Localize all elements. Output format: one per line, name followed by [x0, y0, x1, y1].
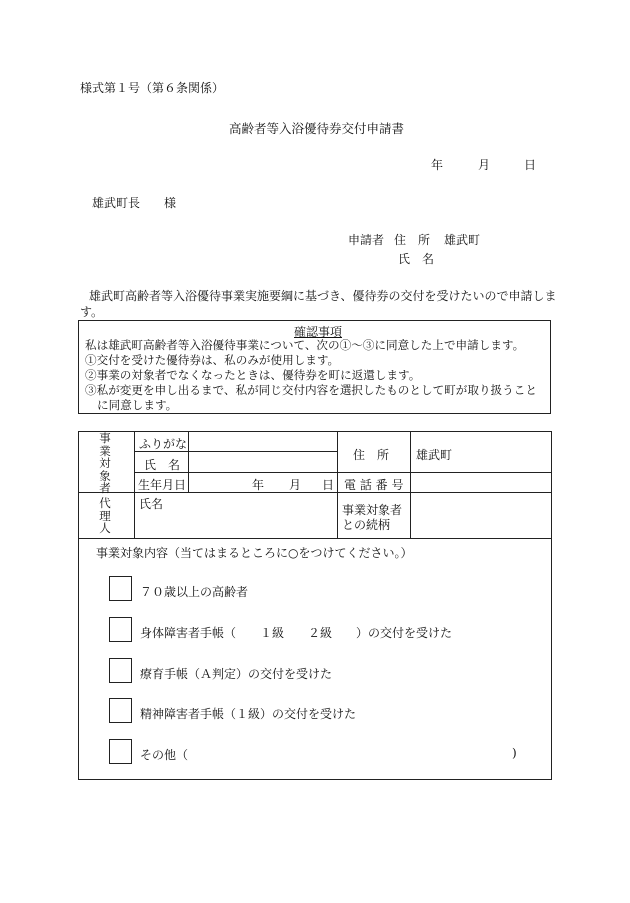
birth-month-label: 月: [289, 478, 302, 492]
relation-label-line-2: との続柄: [342, 518, 391, 532]
relation-label-line-1: 事業対象者: [342, 503, 403, 517]
option-label-rehabilitation: 療育手帳（Ａ判定）の交付を受けた: [140, 667, 333, 681]
form-number: 様式第１号（第６条関係）: [80, 81, 225, 95]
address-value: 雄武町: [416, 448, 453, 462]
furigana-label: ふりがな: [139, 437, 188, 451]
intro-line-1: 雄武町高齢者等入浴優待事業実施要綱に基づき、優待券の交付を受けたいので申請しま: [89, 289, 557, 303]
applicant-label: 申請者: [348, 233, 385, 247]
option-checkbox-physical-disability[interactable]: [109, 617, 132, 642]
birth-day-label: 日: [322, 478, 335, 492]
option-checkbox-elderly[interactable]: [109, 576, 132, 601]
agent-label: 代 理 人: [99, 496, 111, 536]
confirmation-line-4: ③私が変更を申し出るまで、私が同じ交付内容を選択したものとして町が取り扱うこと: [85, 383, 537, 397]
confirmation-line-1: 私は雄武町高齢者等入浴優待事業について、次の①～③に同意した上で申請します。: [85, 338, 525, 352]
name-label: 氏 名: [144, 458, 181, 472]
option-label-physical-disability: 身体障害者手帳（ １級 ２級 ）の交付を受けた: [140, 626, 453, 640]
confirmation-line-5: に同意します。: [97, 398, 178, 412]
option-label-mental-disability: 精神障害者手帳（１級）の交付を受けた: [140, 707, 357, 721]
date-month-label: 月: [478, 158, 491, 172]
agent-name-label: 氏名: [139, 497, 164, 511]
option-checkbox-other[interactable]: [109, 739, 132, 764]
applicant-address-label: 住 所: [394, 233, 431, 247]
option-checkbox-mental-disability[interactable]: [109, 698, 132, 723]
target-person-label: 事 業 対 象 者: [99, 431, 111, 496]
content-heading: 事業対象内容（当てはまるところに○をつけてください。）: [96, 546, 413, 560]
option-label-elderly: ７０歳以上の高齢者: [140, 585, 249, 599]
option-label-other: その他（: [140, 748, 189, 762]
phone-label: 電 話 番 号: [344, 478, 404, 492]
option-checkbox-rehabilitation[interactable]: [109, 658, 132, 683]
document-title: 高齢者等入浴優待券交付申請書: [229, 121, 405, 136]
applicant-address-value: 雄武町: [444, 233, 481, 247]
date-day-label: 日: [524, 158, 537, 172]
address-label: 住 所: [353, 448, 390, 462]
birthdate-label: 生年月日: [138, 478, 187, 492]
confirmation-heading: 確認事項: [294, 325, 343, 339]
applicant-name-label: 氏 名: [398, 252, 435, 266]
birth-year-label: 年: [252, 478, 265, 492]
intro-line-2: す。: [80, 305, 104, 319]
addressee: 雄武町長 様: [92, 196, 177, 210]
confirmation-line-3: ②事業の対象者でなくなったときは、優待券を町に返還します。: [85, 368, 421, 382]
option-other-close-paren: ): [512, 746, 517, 760]
confirmation-line-2: ①交付を受けた優待券は、私のみが使用します。: [85, 353, 340, 367]
confirmation-box: [78, 320, 551, 414]
date-year-label: 年: [431, 158, 444, 172]
